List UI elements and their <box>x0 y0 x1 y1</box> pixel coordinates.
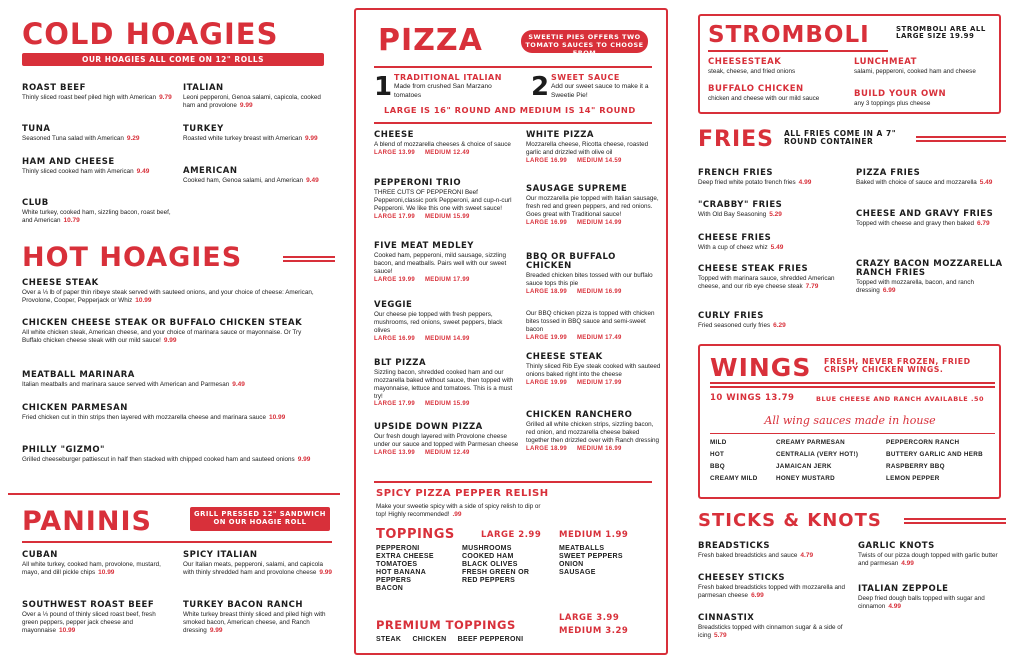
pizza-item: WHITE PIZZA Mozzarella cheese, Ricotta cheese, roasted garlic and drizzled with olive oil LARGE 16.99 MEDIUM 14.59 <box>526 130 649 164</box>
title-rule <box>283 256 335 262</box>
menu-item: BUFFALO CHICKEN chicken and cheese with our mild sauce <box>708 84 820 102</box>
menu-item: PIZZA FRIES Baked with choice of sauce and mozzarella 5.49 <box>856 168 993 186</box>
sauce-option-2: SWEET SAUCE Add our sweet sauce to make it a Sweetie Pie! <box>551 73 649 99</box>
cold-hoagies-banner: OUR HOAGIES ALL COME ON 12" ROLLS <box>22 53 324 66</box>
pizza-item: BLT PIZZA Sizzling bacon, shredded cooked ham and our mozzarella baked without sauce, then topped with mayonnaise, lettuce and tomatoes. This is a must try! LARGE 17.99 MEDIUM 15.99 <box>374 358 514 408</box>
menu-item: SOUTHWEST ROAST BEEF Over a ⅓ pound of thinly sliced roast beef, fresh green peppers, pepper jack cheese and mayonnaise 10.99 <box>22 600 156 634</box>
wing-sauce: PEPPERCORN RANCH <box>886 439 960 446</box>
wing-sauce: CREAMY MILD <box>710 475 758 482</box>
menu-item: CHEESESTEAK steak, cheese, and fried onions <box>708 57 796 75</box>
menu-item: CHICKEN PARMESAN Fried chicken cut in thin strips then layered with mozzarella cheese and marinara sauce 10.99 <box>22 403 286 421</box>
wings-extras: BLUE CHEESE AND RANCH AVAILABLE .50 <box>816 395 985 403</box>
menu-item: CHICKEN CHEESE STEAK OR BUFFALO CHICKEN STEAK All white chicken steak, American cheese, and your choice of marinara sauce or mayonnaise. Or Try Buffalo chicken cheese steak with our mild sauce! 9.99 <box>22 318 303 344</box>
relish-desc: Make your sweetie spicy with a side of spicy relish to dip or top! Highly recommended! .99 <box>376 503 541 518</box>
title-rule <box>708 50 888 52</box>
sauce-badge: SWEETIE PIES OFFERS TWO TOMATO SAUCES TO CHOOSE FROM <box>521 30 648 53</box>
wings-count: 10 WINGS 13.79 <box>710 393 795 403</box>
menu-item: CINNASTIX Breadsticks topped with cinnamon sugar & a side of icing 5.79 <box>698 613 843 639</box>
title-rule <box>374 122 652 124</box>
menu-item: CHEESE STEAK Over a ⅓ lb of paper thin ribeye steak served with sauteed onions, and your choice of cheese: American, Provolone, Cooper, Pepperjack or Whiz 10.99 <box>22 278 314 304</box>
premium-title: PREMIUM TOPPINGS <box>376 618 516 632</box>
title-rule <box>374 66 652 68</box>
hot-hoagies-title: HOT HOAGIES <box>22 242 243 273</box>
menu-item: AMERICAN Cooked ham, Genoa salami, and American 9.49 <box>183 166 319 184</box>
premium-items: STEAK CHICKEN BEEF PEPPERONI <box>376 636 524 643</box>
menu-item: MEATBALL MARINARA Italian meatballs and marinara sauce served with American and Parmesan 9.49 <box>22 370 245 388</box>
wing-sauce: RASPBERRY BBQ <box>886 463 945 470</box>
menu-item: HAM AND CHEESE Thinly sliced cooked ham with American 9.49 <box>22 157 150 175</box>
toppings-col-1: PEPPERONI EXTRA CHEESE TOMATOES HOT BANANA PEPPERS BACON <box>376 545 434 593</box>
sauce-number-1: 1 <box>374 72 393 102</box>
pizza-item: CHEESE A blend of mozzarella cheeses & choice of sauce LARGE 13.99 MEDIUM 12.49 <box>374 130 511 156</box>
menu-item: CHEESE AND GRAVY FRIES Topped with cheese and gravy then baked 6.79 <box>856 209 994 227</box>
cold-hoagies-title: COLD HOAGIES <box>22 17 279 51</box>
sticks-title: STICKS & KNOTS <box>698 510 882 531</box>
menu-item: ITALIAN ZEPPOLE Deep fried dough balls topped with sugar and cinnamon 4.99 <box>858 584 985 610</box>
pizza-item: FIVE MEAT MEDLEY Cooked ham, pepperoni, mild sausage, sizzling bacon, and meatballs. Pairs well with our sweet sauce! LARGE 19.99 MEDIUM 17.99 <box>374 241 507 283</box>
sauce-number-2: 2 <box>531 72 550 102</box>
menu-item: GARLIC KNOTS Twists of our pizza dough topped with garlic butter and parmesan 4.99 <box>858 541 998 567</box>
toppings-col-2: MUSHROOMS COOKED HAM BLACK OLIVES FRESH GREEN OR RED PEPPERS <box>462 545 530 585</box>
pizza-item: Our BBQ chicken pizza is topped with chicken bites tossed in BBQ sauce and semi-sweet bacon LARGE 19.99 MEDIUM 17.49 <box>526 310 655 341</box>
premium-medium-price: MEDIUM 3.29 <box>559 626 629 636</box>
wing-sauce: MILD <box>710 439 727 446</box>
pizza-item: PEPPERONI TRIO THREE CUTS OF PEPPERONI Beef Pepperoni,classic pork Pepperoni, and cup-n-curl Pepperoni. We like this one with sweet sauce! LARGE 17.99 MEDIUM 15.99 <box>374 178 512 220</box>
stromboli-title: STROMBOLI <box>708 22 870 48</box>
pizza-column <box>354 8 668 655</box>
right-column <box>684 8 1016 655</box>
pizza-title: PIZZA <box>378 23 483 58</box>
pizza-item: VEGGIE Our cheese pie topped with fresh peppers, mushrooms, red onions, sweet peppers, black olives LARGE 16.99 MEDIUM 14.99 <box>374 300 503 342</box>
menu-item: ITALIAN Leoni pepperoni, Genoa salami, capicola, cooked ham and provolone 9.99 <box>183 83 321 109</box>
menu-item: "CRABBY" FRIES With Old Bay Seasoning 5.29 <box>698 200 783 218</box>
wing-sauce: BUTTERY GARLIC AND HERB <box>886 451 983 458</box>
wing-sauce: HOT <box>710 451 725 458</box>
wing-sauce: CENTRALIA (VERY HOT!) <box>776 451 859 458</box>
wings-subtitle: FRESH, NEVER FROZEN, FRIED CRISPY CHICKEN WINGS. <box>824 357 971 375</box>
menu-item: CHEESE FRIES With a cup of cheez whiz 5.49 <box>698 233 784 251</box>
menu-item: CHEESE STEAK FRIES Topped with marinara sauce, shredded American cheese, and our rib eye cheese steak 7.79 <box>698 264 835 290</box>
wing-sauce: LEMON PEPPER <box>886 475 940 482</box>
left-column <box>8 8 340 655</box>
wing-sauce: BBQ <box>710 463 725 470</box>
wing-sauce: CREAMY PARMESAN <box>776 439 845 446</box>
sauce-option-1: TRADITIONAL ITALIAN Made from crushed San Marzano tomatoes <box>394 73 502 99</box>
menu-item: BUILD YOUR OWN any 3 toppings plus cheese <box>854 89 947 107</box>
title-rule <box>22 541 332 543</box>
menu-item: SPICY ITALIAN Our Italian meats, pepperoni, salami, and capicola with thinly shredded ham and provolone cheese 9.99 <box>183 550 333 576</box>
title-rule <box>710 382 995 388</box>
toppings-medium-price: MEDIUM 1.99 <box>559 530 629 540</box>
toppings-title: TOPPINGS <box>376 527 455 542</box>
paninis-title: PANINIS <box>22 506 152 537</box>
pizza-sizes-note: LARGE IS 16" ROUND AND MEDIUM IS 14" ROUND <box>384 105 636 115</box>
wing-sauces-title: All wing sauces made in house <box>764 414 936 427</box>
menu-item: TURKEY Roasted white turkey breast with American 9.99 <box>183 124 318 142</box>
relish-title: SPICY PIZZA PEPPER RELISH <box>376 488 549 499</box>
toppings-col-3: MEATBALLS SWEET PEPPERS ONION SAUSAGE <box>559 545 623 577</box>
toppings-large-price: LARGE 2.99 <box>481 530 542 540</box>
pizza-item: UPSIDE DOWN PIZZA Our fresh dough layered with Provolone cheese under our sauce and topped with Parmesan cheese LARGE 13.99 MEDIUM 12.49 <box>374 422 519 456</box>
pizza-item: CHEESE STEAK Thinly sliced Rib Eye steak cooked with sauteed onions baked right into the cheese LARGE 19.99 MEDIUM 17.99 <box>526 352 661 386</box>
pizza-item: BBQ OR BUFFALO CHICKEN Breaded chicken bites tossed with our buffalo sauce tops this pie LARGE 18.99 MEDIUM 16.99 <box>526 252 653 295</box>
wing-sauce: HONEY MUSTARD <box>776 475 835 482</box>
section-divider <box>374 481 652 483</box>
wing-sauce: JAMAICAN JERK <box>776 463 832 470</box>
menu-item: LUNCHMEAT salami, pepperoni, cooked ham and cheese <box>854 57 976 75</box>
title-rule <box>710 433 995 434</box>
menu-item: CLUB White turkey, cooked ham, sizzling bacon, roast beef, and American 10.79 <box>22 198 171 224</box>
menu-item: CRAZY BACON MOZZARELLA RANCH FRIES Topped with mozzarella, bacon, and ranch dressing 6.99 <box>856 259 1003 294</box>
menu-item: CURLY FRIES Fried seasoned curly fries 6.29 <box>698 311 786 329</box>
menu-item: PHILLY "GIZMO" Grilled cheeseburger pattiescut in half then stacked with chipped cooked ham and sauteed onions 9.99 <box>22 445 311 463</box>
menu-item: FRENCH FRIES Deep fried white potato french fries 4.99 <box>698 168 812 186</box>
pizza-item: CHICKEN RANCHERO Grilled all white chicken strips, sizzling bacon, red onion, and mozzarella cheese baked together then drizzled over with Ranch dressing LARGE 18.99 MEDIUM 16.99 <box>526 410 660 452</box>
fries-note: ALL FRIES COME IN A 7" ROUND CONTAINER <box>784 129 897 146</box>
fries-title: FRIES <box>698 127 775 152</box>
paninis-banner: GRILL PRESSED 12" SANDWICH ON OUR HOAGIE ROLL <box>190 507 330 531</box>
pizza-item: SAUSAGE SUPREME Our mozzarella pie topped with Italian sausage, fresh red and green peppers, and red onions. Goes great with Traditional sauce! LARGE 16.99 MEDIUM 14.99 <box>526 184 659 226</box>
title-rule <box>916 136 1006 142</box>
section-divider <box>8 493 340 495</box>
menu-item: TURKEY BACON RANCH White turkey breast thinly sliced and piled high with smoked bacon, American cheese, and Ranch dressing 9.99 <box>183 600 326 634</box>
stromboli-note: STROMBOLI ARE ALL LARGE SIZE 19.99 <box>896 25 986 41</box>
wings-title: WINGS <box>710 353 812 382</box>
menu-item: BREADSTICKS Fresh baked breadsticks and sauce 4.79 <box>698 541 814 559</box>
menu-item: ROAST BEEF Thinly sliced roast beef piled high with American 9.79 <box>22 83 172 101</box>
premium-large-price: LARGE 3.99 <box>559 613 620 623</box>
menu-item: TUNA Seasoned Tuna salad with American 9.29 <box>22 124 140 142</box>
menu-item: CHEESEY STICKS Fresh baked breadsticks topped with mozzarella and parmesan cheese 6.99 <box>698 573 846 599</box>
menu-item: CUBAN All white turkey, cooked ham, provolone, mustard, mayo, and dill pickle chips 10.99 <box>22 550 161 576</box>
title-rule <box>904 518 1006 524</box>
